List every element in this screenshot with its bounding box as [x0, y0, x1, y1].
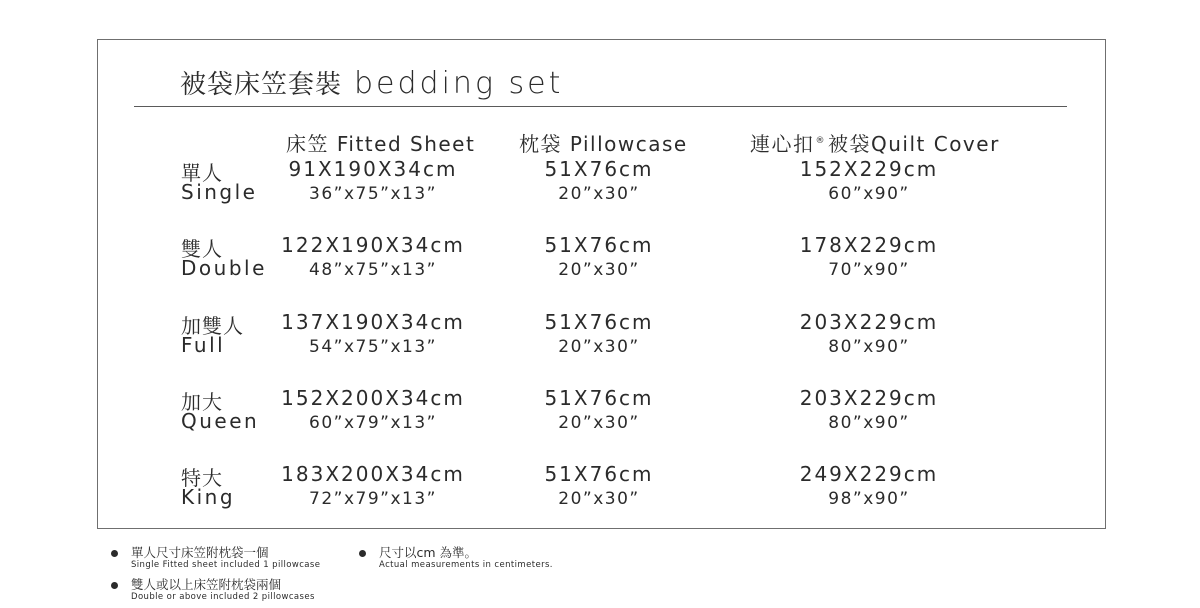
row-size-en: Full [181, 333, 226, 357]
pillowcase-cm: 51X76cm [544, 157, 654, 181]
header-pillowcase: 枕袋 Pillowcase [519, 132, 688, 156]
pillowcase-cm: 51X76cm [544, 233, 654, 257]
row-size-en: King [181, 485, 236, 509]
footnote-en: Double or above included 2 pillowcases [131, 592, 315, 602]
bullet-icon [111, 550, 118, 557]
row-size-en: Single [181, 180, 258, 204]
row-size-en: Double [181, 256, 267, 280]
fitted-sheet-cm: 183X200X34cm [281, 462, 465, 486]
footnote-en: Single Fitted sheet included 1 pillowcase [131, 560, 321, 570]
fitted-sheet-inch: 48”x75”x13” [309, 260, 437, 280]
pillowcase-inch: 20”x30” [558, 184, 640, 204]
header-quilt-brand: 連心扣 [750, 132, 815, 156]
fitted-sheet-inch: 54”x75”x13” [309, 337, 437, 357]
header-quilt-cover [750, 128, 1000, 157]
fitted-sheet-inch: 72”x79”x13” [309, 489, 437, 509]
row-size-zh: 加大 [181, 390, 223, 414]
title-chinese: 被袋床笠套裝 [180, 70, 343, 100]
footnote-en: Actual measurements in centimeters. [379, 560, 553, 570]
title-divider [134, 106, 1067, 107]
quilt-cover-cm: 203X229cm [799, 310, 939, 334]
row-size-zh: 單人 [181, 161, 223, 185]
quilt-cover-inch: 80”x90” [828, 413, 910, 433]
page-title [180, 64, 563, 104]
bullet-icon [111, 582, 118, 589]
row-size-zh: 雙人 [181, 237, 223, 261]
pillowcase-inch: 20”x30” [558, 337, 640, 357]
quilt-cover-inch: 60”x90” [828, 184, 910, 204]
bullet-icon [359, 550, 366, 557]
fitted-sheet-inch: 36”x75”x13” [309, 184, 437, 204]
fitted-sheet-cm: 91X190X34cm [288, 157, 458, 181]
table-frame [97, 39, 1106, 529]
fitted-sheet-cm: 152X200X34cm [281, 386, 465, 410]
pillowcase-inch: 20”x30” [558, 260, 640, 280]
quilt-cover-cm: 178X229cm [799, 233, 939, 257]
fitted-sheet-cm: 137X190X34cm [281, 310, 465, 334]
quilt-cover-cm: 249X229cm [799, 462, 939, 486]
pillowcase-cm: 51X76cm [544, 386, 654, 410]
quilt-cover-cm: 203X229cm [799, 386, 939, 410]
title-english: bedding set [354, 66, 564, 101]
quilt-cover-inch: 80”x90” [828, 337, 910, 357]
pillowcase-cm: 51X76cm [544, 310, 654, 334]
quilt-cover-inch: 70”x90” [828, 260, 910, 280]
pillowcase-inch: 20”x30” [558, 489, 640, 509]
pillowcase-cm: 51X76cm [544, 462, 654, 486]
registered-mark: ® [815, 136, 826, 147]
pillowcase-inch: 20”x30” [558, 413, 640, 433]
row-size-en: Queen [181, 409, 260, 433]
fitted-sheet-inch: 60”x79”x13” [309, 413, 437, 433]
footnote-zh: 雙人或以上床笠附枕袋兩個 [131, 577, 282, 592]
quilt-cover-cm: 152X229cm [799, 157, 939, 181]
footnote-zh: 尺寸以cm 為準。 [379, 545, 478, 560]
row-size-zh: 特大 [181, 466, 223, 490]
header-fitted-sheet: 床笠 Fitted Sheet [286, 132, 476, 156]
row-size-zh: 加雙人 [181, 314, 244, 338]
fitted-sheet-cm: 122X190X34cm [281, 233, 465, 257]
header-quilt-label: 被袋Quilt Cover [828, 132, 1000, 156]
footnote-zh: 單人尺寸床笠附枕袋一個 [131, 545, 269, 560]
quilt-cover-inch: 98”x90” [828, 489, 910, 509]
